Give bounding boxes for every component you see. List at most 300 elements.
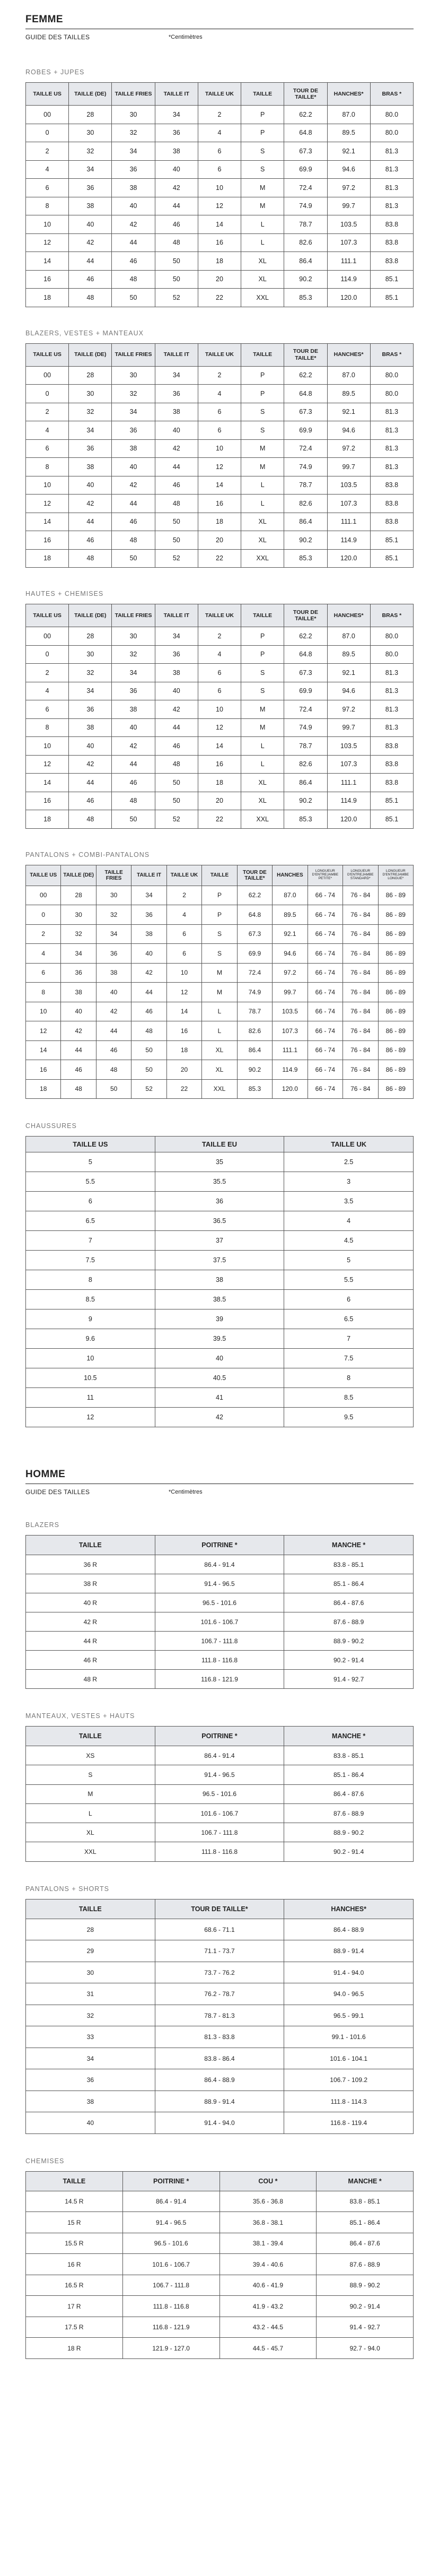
table-cell: 22	[198, 810, 241, 829]
table-cell: 38	[69, 718, 112, 737]
table-row	[26, 252, 414, 271]
table-row	[26, 886, 414, 905]
table-row	[26, 495, 414, 513]
table-cell: 32	[61, 924, 96, 944]
section-chaussures	[25, 1122, 414, 1427]
table-cell: 96.5 - 99.1	[284, 2005, 414, 2026]
table-cell: 38	[96, 963, 131, 983]
table-row	[26, 700, 414, 719]
table-cell: 34	[26, 2048, 155, 2069]
table-cell: 83.8	[370, 513, 413, 531]
table-cell: 16	[26, 531, 69, 550]
table-cell: 67.3	[284, 664, 327, 682]
table-cell: 6	[198, 403, 241, 421]
table-cell: 91.4 - 96.5	[155, 1765, 284, 1784]
table-cell: 7.5	[284, 1349, 414, 1368]
table-row	[26, 1172, 414, 1192]
table-cell: P	[241, 627, 284, 646]
table-cell: 83.8 - 85.1	[317, 2191, 414, 2212]
table-cell: 32	[69, 664, 112, 682]
column-header: TAILLE IT	[131, 865, 166, 886]
table-cell: 107.3	[327, 755, 370, 774]
table-cell: 42	[155, 1408, 284, 1427]
table-cell: 34	[61, 944, 96, 964]
size-table-chaussures	[25, 1136, 414, 1427]
table-cell: 50	[155, 252, 198, 271]
table-cell: 34	[69, 160, 112, 179]
table-cell: 10	[26, 737, 69, 756]
table-cell: 46 R	[26, 1651, 155, 1670]
table-cell: 38	[69, 458, 112, 476]
table-cell: 20	[166, 1060, 201, 1080]
table-cell: 38.5	[155, 1290, 284, 1309]
table-cell: 121.9 - 127.0	[122, 2338, 220, 2359]
table-cell: 76 - 84	[343, 963, 378, 983]
table-cell: 120.0	[273, 1079, 308, 1099]
table-row	[26, 1651, 414, 1670]
table-cell: XL	[241, 774, 284, 792]
table-cell: 89.5	[327, 385, 370, 403]
column-header: TOUR DE TAILLE*	[284, 343, 327, 366]
table-cell: 90.2	[284, 270, 327, 289]
table-cell: 86.4	[237, 1040, 272, 1060]
table-cell: XXL	[241, 810, 284, 829]
table-row	[26, 2254, 414, 2275]
table-cell: 71.1 - 73.7	[155, 1940, 284, 1962]
table-cell: 14	[198, 737, 241, 756]
table-cell: 44	[112, 495, 155, 513]
table-cell: 106.7 - 111.8	[122, 2275, 220, 2296]
table-cell: 18	[26, 289, 69, 307]
table-cell: 85.3	[284, 289, 327, 307]
table-header-row	[26, 2171, 414, 2191]
table-cell: 101.6 - 104.1	[284, 2048, 414, 2069]
column-header: LONGUEUR D'ENTREJAMBE STANDARD*	[343, 865, 378, 886]
table-cell: 86 - 89	[378, 886, 413, 905]
table-cell: 50	[112, 810, 155, 829]
table-row	[26, 2233, 414, 2254]
table-cell: 66 - 74	[308, 1002, 343, 1021]
table-cell: 80.0	[370, 366, 413, 385]
table-cell: 10.5	[26, 1368, 155, 1388]
table-cell: 86 - 89	[378, 1040, 413, 1060]
table-cell: 33	[26, 2026, 155, 2048]
table-row	[26, 627, 414, 646]
table-row	[26, 1211, 414, 1231]
table-cell: 72.4	[284, 179, 327, 197]
table-cell: 42	[69, 755, 112, 774]
table-cell: 81.3	[370, 179, 413, 197]
table-cell: 97.2	[327, 179, 370, 197]
table-cell: 22	[198, 289, 241, 307]
table-cell: 103.5	[327, 737, 370, 756]
table-cell: 94.0 - 96.5	[284, 1983, 414, 2005]
table-row	[26, 2112, 414, 2134]
table-cell: 8	[26, 718, 69, 737]
table-cell: 111.8 - 114.3	[284, 2091, 414, 2112]
table-cell: S	[202, 944, 237, 964]
table-row	[26, 1670, 414, 1689]
size-table-chemises-homme	[25, 2171, 414, 2359]
column-header: TAILLE US	[26, 83, 69, 106]
table-cell: 16	[26, 792, 69, 810]
table-cell: 106.7 - 111.8	[155, 1823, 284, 1842]
table-cell: 36	[69, 179, 112, 197]
table-cell: 14	[166, 1002, 201, 1021]
table-cell: 87.6 - 88.9	[284, 1803, 414, 1823]
column-header: TAILLE	[241, 604, 284, 627]
table-row	[26, 233, 414, 252]
section-chemises-homme	[25, 2157, 414, 2359]
table-cell: 4	[284, 1211, 414, 1231]
table-cell: 40	[112, 718, 155, 737]
table-cell: 18	[198, 513, 241, 531]
table-cell: 6	[26, 1192, 155, 1211]
table-cell: 83.8	[370, 774, 413, 792]
table-cell: 120.0	[327, 549, 370, 568]
table-cell: 48	[69, 289, 112, 307]
table-cell: XS	[26, 1746, 155, 1765]
table-row	[26, 2212, 414, 2233]
table-cell: 36	[112, 421, 155, 440]
section-title: CHEMISES	[25, 2157, 65, 2165]
table-cell: 81.3	[370, 439, 413, 458]
table-cell: 66 - 74	[308, 905, 343, 925]
table-cell: 30	[26, 1962, 155, 1983]
table-cell: 87.0	[327, 106, 370, 124]
table-cell: 48	[69, 810, 112, 829]
table-cell: 16.5 R	[26, 2275, 123, 2296]
table-cell: 8	[284, 1368, 414, 1388]
table-cell: 46	[96, 1040, 131, 1060]
table-cell: M	[241, 700, 284, 719]
table-row	[26, 1388, 414, 1408]
table-cell: 8	[26, 1270, 155, 1290]
table-cell: 6	[198, 682, 241, 700]
table-row	[26, 289, 414, 307]
column-header: TAILLE IT	[155, 83, 198, 106]
table-row	[26, 2191, 414, 2212]
table-cell: 83.8 - 85.1	[284, 1555, 414, 1574]
table-cell: 88.9 - 90.2	[317, 2275, 414, 2296]
table-cell: 91.4 - 94.0	[155, 2112, 284, 2134]
table-cell: 78.7 - 81.3	[155, 2005, 284, 2026]
table-cell: 2	[198, 366, 241, 385]
table-cell: 74.9	[284, 458, 327, 476]
table-cell: 72.4	[284, 700, 327, 719]
table-cell: 85.1	[370, 792, 413, 810]
table-cell: 85.1	[370, 270, 413, 289]
table-cell: 28	[69, 627, 112, 646]
section-pantalons-combi	[25, 851, 414, 1099]
table-cell: 2	[26, 142, 69, 161]
table-cell: 46	[155, 737, 198, 756]
table-cell: 42	[69, 233, 112, 252]
column-header: TAILLE (DE)	[61, 865, 96, 886]
table-cell: 50	[96, 1079, 131, 1099]
column-header: HANCHES*	[327, 343, 370, 366]
table-cell: 5	[284, 1251, 414, 1270]
table-cell: 99.7	[327, 458, 370, 476]
table-cell: 46	[69, 270, 112, 289]
table-row	[26, 2069, 414, 2091]
table-cell: 40	[155, 421, 198, 440]
table-cell: 16	[198, 233, 241, 252]
table-row	[26, 1940, 414, 1962]
table-cell: 32	[69, 142, 112, 161]
table-cell: 42	[69, 495, 112, 513]
table-cell: 78.7	[284, 215, 327, 234]
table-cell: 85.1	[370, 549, 413, 568]
table-cell: 83.8 - 85.1	[284, 1746, 414, 1765]
table-cell: 66 - 74	[308, 963, 343, 983]
table-cell: 16	[198, 755, 241, 774]
table-cell: 99.1 - 101.6	[284, 2026, 414, 2048]
table-cell: 44.5 - 45.7	[220, 2338, 317, 2359]
table-cell: 81.3	[370, 421, 413, 440]
section-title: PANTALONS + SHORTS	[25, 1885, 109, 1893]
table-cell: S	[241, 160, 284, 179]
table-cell: 88.9 - 91.4	[155, 2091, 284, 2112]
table-cell: 6	[26, 963, 61, 983]
table-cell: 82.6	[284, 755, 327, 774]
section-robes-jupes	[25, 68, 414, 307]
table-cell: 86 - 89	[378, 944, 413, 964]
homme-guide-label: GUIDE DES TAILLES	[25, 1488, 90, 1496]
table-cell: 42	[112, 476, 155, 495]
table-cell: 44	[155, 718, 198, 737]
column-header: TAILLE US	[26, 343, 69, 366]
table-row	[26, 1368, 414, 1388]
table-row	[26, 2275, 414, 2296]
table-cell: 74.9	[237, 983, 272, 1002]
table-cell: 74.9	[284, 197, 327, 215]
table-cell: 64.8	[284, 124, 327, 142]
table-row	[26, 718, 414, 737]
table-cell: 28	[26, 1919, 155, 1940]
table-cell: 48	[61, 1079, 96, 1099]
table-cell: 40	[61, 1002, 96, 1021]
table-header-row	[26, 343, 414, 366]
table-cell: 30	[69, 385, 112, 403]
size-table-pantalons-femme	[25, 865, 414, 1099]
table-cell: 87.6 - 88.9	[317, 2254, 414, 2275]
table-cell: 92.7 - 94.0	[317, 2338, 414, 2359]
table-cell: 76 - 84	[343, 944, 378, 964]
table-cell: 29	[26, 1940, 155, 1962]
table-cell: 17.5 R	[26, 2317, 123, 2338]
table-cell: 42	[155, 179, 198, 197]
table-cell: M	[202, 963, 237, 983]
table-cell: 52	[131, 1079, 166, 1099]
table-cell: 94.6	[327, 160, 370, 179]
table-cell: XL	[241, 513, 284, 531]
table-row	[26, 1079, 414, 1099]
table-cell: 8	[26, 197, 69, 215]
section-title: BLAZERS, VESTES + MANTEAUX	[25, 329, 144, 337]
table-cell: 85.1 - 86.4	[317, 2212, 414, 2233]
table-row	[26, 513, 414, 531]
table-cell: L	[241, 495, 284, 513]
section-blazers-homme	[25, 1521, 414, 1689]
table-cell: 46	[69, 531, 112, 550]
table-cell: P	[241, 645, 284, 664]
table-cell: 107.3	[273, 1021, 308, 1041]
table-cell: 52	[155, 289, 198, 307]
table-cell: P	[202, 886, 237, 905]
table-cell: 34	[112, 142, 155, 161]
femme-header	[25, 0, 414, 41]
table-cell: 94.6	[327, 682, 370, 700]
column-header: TAILLE (DE)	[69, 343, 112, 366]
table-row	[26, 905, 414, 925]
table-cell: S	[241, 421, 284, 440]
table-cell: 36	[155, 645, 198, 664]
table-cell: 50	[131, 1060, 166, 1080]
table-cell: 83.8	[370, 233, 413, 252]
table-cell: 38.1 - 39.4	[220, 2233, 317, 2254]
table-row	[26, 664, 414, 682]
table-cell: 18 R	[26, 2338, 123, 2359]
table-cell: 86.4 - 91.4	[122, 2191, 220, 2212]
table-cell: 38	[112, 179, 155, 197]
homme-guide-note: *Centimètres	[169, 1489, 203, 1495]
table-cell: 120.0	[327, 289, 370, 307]
table-cell: 38	[112, 439, 155, 458]
table-cell: 88.9 - 90.2	[284, 1632, 414, 1651]
table-cell: 99.7	[273, 983, 308, 1002]
table-cell: 80.0	[370, 385, 413, 403]
table-cell: 35.5	[155, 1172, 284, 1192]
table-cell: 50	[155, 774, 198, 792]
table-cell: 4	[198, 124, 241, 142]
table-cell: 31	[26, 1983, 155, 2005]
table-row	[26, 549, 414, 568]
table-row	[26, 1803, 414, 1823]
table-cell: 90.2 - 91.4	[317, 2296, 414, 2317]
table-cell: S	[202, 924, 237, 944]
table-cell: 83.8	[370, 215, 413, 234]
table-cell: 111.1	[273, 1040, 308, 1060]
column-header: TAILLE IT	[155, 604, 198, 627]
table-cell: 114.9	[327, 270, 370, 289]
table-cell: 85.1	[370, 531, 413, 550]
table-row	[26, 179, 414, 197]
table-cell: 5	[26, 1152, 155, 1172]
column-header: TAILLE EU	[155, 1137, 284, 1152]
femme-guide-label: GUIDE DES TAILLES	[25, 33, 90, 41]
column-header: TAILLE UK	[284, 1137, 414, 1152]
table-row	[26, 774, 414, 792]
table-cell: 91.4 - 92.7	[317, 2317, 414, 2338]
table-cell: 90.2	[284, 531, 327, 550]
table-cell: 78.7	[284, 476, 327, 495]
table-cell: 7	[26, 1231, 155, 1251]
table-row	[26, 1408, 414, 1427]
table-cell: 50	[155, 270, 198, 289]
table-cell: 86 - 89	[378, 963, 413, 983]
table-cell: 66 - 74	[308, 1079, 343, 1099]
table-cell: 114.9	[327, 531, 370, 550]
table-cell: 40	[26, 2112, 155, 2134]
section-title: HAUTES + CHEMISES	[25, 590, 104, 597]
femme-title: FEMME	[25, 14, 414, 29]
table-cell: 10	[26, 1349, 155, 1368]
table-cell: 46	[69, 792, 112, 810]
table-cell: 44	[155, 197, 198, 215]
table-cell: 111.1	[327, 774, 370, 792]
table-cell: 48 R	[26, 1670, 155, 1689]
table-cell: 36	[69, 700, 112, 719]
table-cell: M	[241, 458, 284, 476]
table-cell: 8.5	[284, 1388, 414, 1408]
table-cell: 114.9	[273, 1060, 308, 1080]
homme-title: HOMME	[25, 1469, 414, 1484]
table-cell: 6	[26, 439, 69, 458]
table-cell: 42	[112, 737, 155, 756]
table-cell: 40.6 - 41.9	[220, 2275, 317, 2296]
table-cell: 82.6	[284, 495, 327, 513]
table-cell: 86 - 89	[378, 924, 413, 944]
table-cell: 10	[198, 439, 241, 458]
table-cell: 9	[26, 1309, 155, 1329]
table-cell: 86.4 - 87.6	[284, 1784, 414, 1803]
table-cell: L	[241, 737, 284, 756]
table-cell: 12	[198, 458, 241, 476]
table-cell: 4	[198, 385, 241, 403]
table-cell: 36	[96, 944, 131, 964]
table-cell: 32	[112, 385, 155, 403]
table-cell: 14	[26, 252, 69, 271]
table-cell: S	[241, 142, 284, 161]
table-cell: 4.5	[284, 1231, 414, 1251]
table-cell: 12	[26, 1021, 61, 1041]
table-cell: XL	[241, 792, 284, 810]
column-header: TAILLE	[26, 2171, 123, 2191]
table-cell: 36	[69, 439, 112, 458]
table-cell: 81.3	[370, 700, 413, 719]
table-cell: 6	[198, 160, 241, 179]
size-table-hautes-chemises	[25, 604, 414, 829]
table-cell: 00	[26, 886, 61, 905]
table-cell: 12	[166, 983, 201, 1002]
table-cell: 50	[155, 513, 198, 531]
table-cell: L	[26, 1803, 155, 1823]
table-cell: 44 R	[26, 1632, 155, 1651]
table-cell: 32	[26, 2005, 155, 2026]
table-cell: 20	[198, 792, 241, 810]
table-cell: 101.6 - 106.7	[155, 1803, 284, 1823]
table-cell: 35	[155, 1152, 284, 1172]
table-cell: 62.2	[284, 627, 327, 646]
table-cell: 62.2	[284, 366, 327, 385]
table-cell: XL	[202, 1060, 237, 1080]
column-header: TAILLE (DE)	[69, 604, 112, 627]
table-cell: M	[241, 718, 284, 737]
table-cell: 120.0	[327, 810, 370, 829]
table-cell: 38	[61, 983, 96, 1002]
table-row	[26, 1765, 414, 1784]
table-cell: 9.6	[26, 1329, 155, 1349]
table-cell: 30	[61, 905, 96, 925]
table-cell: L	[241, 233, 284, 252]
table-cell: 90.2 - 91.4	[284, 1651, 414, 1670]
table-cell: 6	[26, 179, 69, 197]
table-row	[26, 1040, 414, 1060]
table-cell: 42	[96, 1002, 131, 1021]
table-cell: 107.3	[327, 495, 370, 513]
table-cell: 81.3	[370, 160, 413, 179]
